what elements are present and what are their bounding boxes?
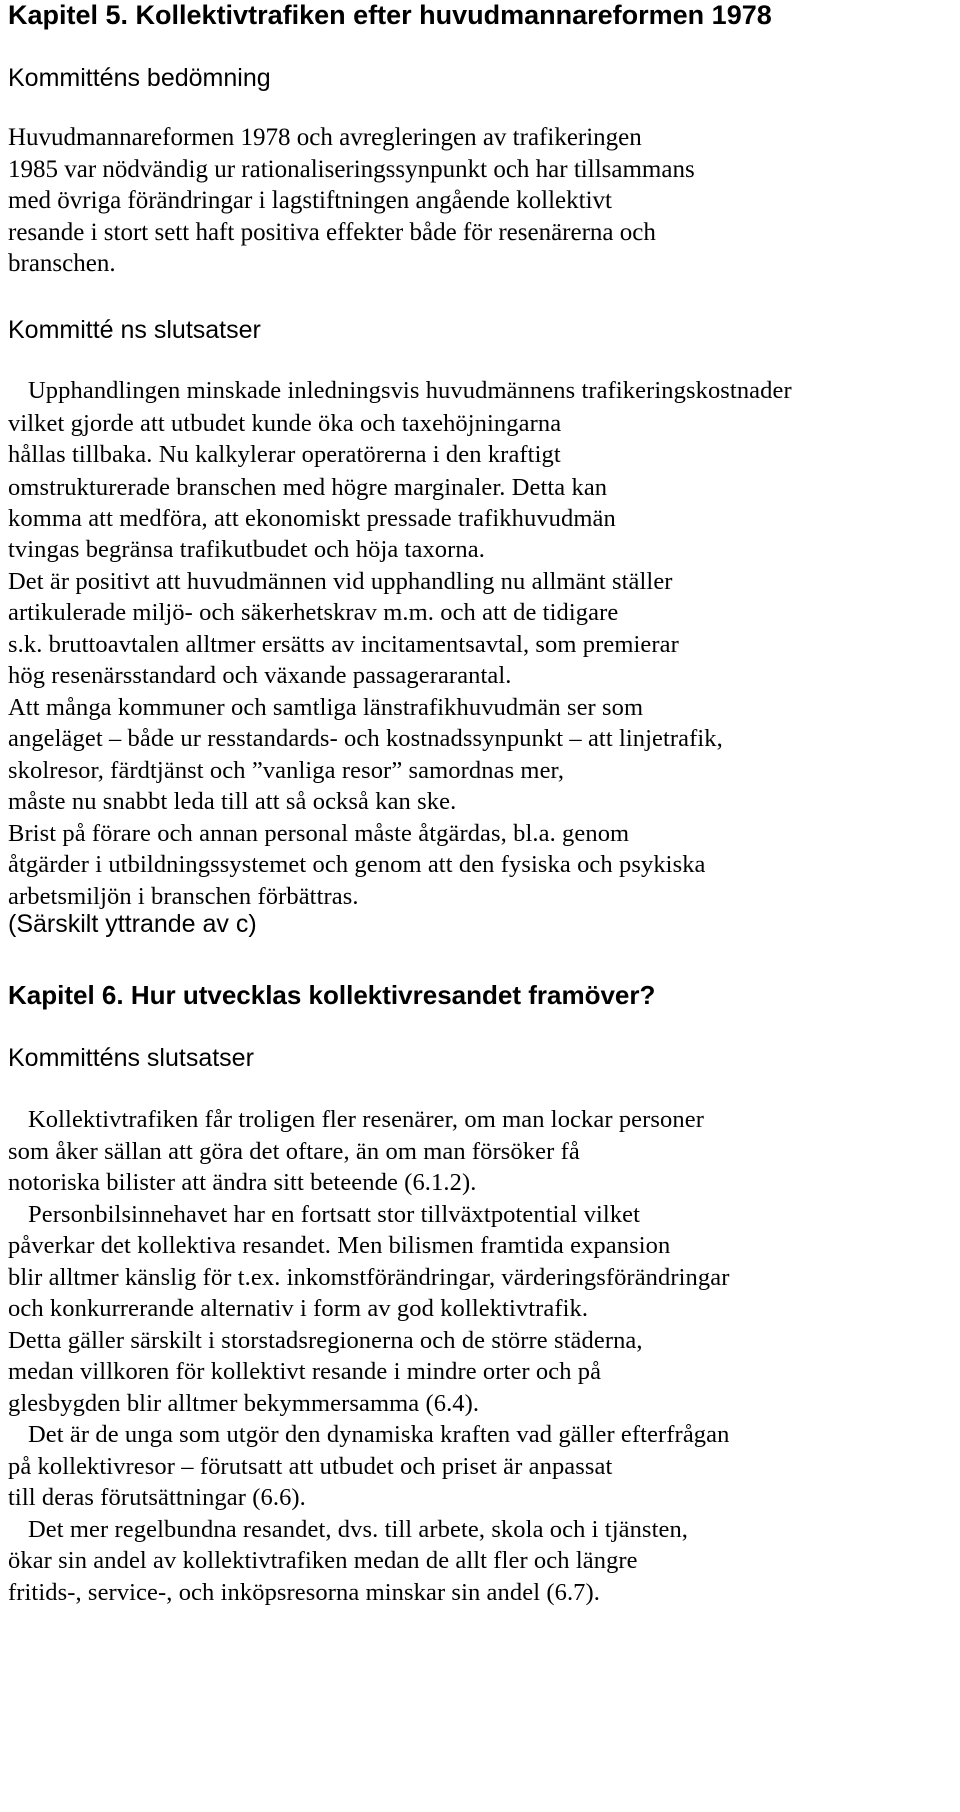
chapter-6-line: glesbygden blir alltmer bekymmersamma (6.4).: [8, 1390, 480, 1417]
conclusions-line: hög resenärsstandard och växande passagerarantal.: [8, 662, 512, 689]
conclusions-line: artikulerade miljö- och säkerhetskrav m.m. och att de tidigare: [8, 599, 619, 626]
conclusions-line: tvingas begränsa trafikutbudet och höja taxorna.: [8, 536, 485, 563]
chapter-6-line: som åker sällan att göra det oftare, än om man försöker få: [8, 1138, 580, 1165]
chapter-6-line: Det är de unga som utgör den dynamiska kraften vad gäller efterfrågan: [28, 1421, 730, 1448]
chapter-6-line: ökar sin andel av kollektivtrafiken medan de allt fler och längre: [8, 1547, 638, 1574]
conclusions-heading: Kommitté ns slutsatser: [8, 316, 261, 344]
chapter-6-line: Kollektivtrafiken får troligen fler resenärer, om man lockar personer: [28, 1106, 704, 1133]
chapter-6-line: till deras förutsättningar (6.6).: [8, 1484, 306, 1511]
assessment-line: resande i stort sett haft positiva effekter både för resenärerna och: [8, 219, 656, 246]
assessment-line: med övriga förändringar i lagstiftningen angående kollektivt: [8, 187, 612, 214]
chapter-6-conclusions-heading: Kommitténs slutsatser: [8, 1044, 254, 1072]
conclusions-line: Att många kommuner och samtliga länstrafikhuvudmän ser som: [8, 694, 644, 721]
chapter-6-title: Kapitel 6. Hur utvecklas kollektivresandet framöver?: [8, 980, 656, 1010]
chapter-6-line: på kollektivresor – förutsatt att utbudet och priset är anpassat: [8, 1453, 613, 1480]
special-statement-note: (Särskilt yttrande av c): [8, 910, 257, 938]
conclusions-line: vilket gjorde att utbudet kunde öka och taxehöjningarna: [8, 410, 562, 437]
chapter-6-line: Detta gäller särskilt i storstadsregionerna och de större städerna,: [8, 1327, 643, 1354]
conclusions-line: hållas tillbaka. Nu kalkylerar operatörerna i den kraftigt: [8, 441, 561, 468]
chapter-5-title: Kapitel 5. Kollektivtrafiken efter huvudmannareformen 1978: [8, 0, 772, 30]
conclusions-line: måste nu snabbt leda till att så också kan ske.: [8, 788, 457, 815]
conclusions-line: Upphandlingen minskade inledningsvis huvudmännens trafikeringskostnader: [28, 377, 792, 404]
conclusions-line: Det är positivt att huvudmännen vid upphandling nu allmänt ställer: [8, 568, 673, 595]
chapter-6-line: fritids-, service-, och inköpsresorna minskar sin andel (6.7).: [8, 1579, 600, 1606]
conclusions-line: åtgärder i utbildningssystemet och genom att den fysiska och psykiska: [8, 851, 706, 878]
conclusions-line: omstrukturerade branschen med högre marginaler. Detta kan: [8, 474, 608, 501]
conclusions-line: arbetsmiljön i branschen förbättras.: [8, 883, 359, 910]
chapter-6-line: notoriska bilister att ändra sitt beteende (6.1.2).: [8, 1169, 477, 1196]
conclusions-line: skolresor, färdtjänst och ”vanliga resor” samordnas mer,: [8, 757, 565, 784]
assessment-line: 1985 var nödvändig ur rationaliseringssynpunkt och har tillsammans: [8, 156, 695, 183]
chapter-6-line: och konkurrerande alternativ i form av god kollektivtrafik.: [8, 1295, 589, 1322]
conclusions-line: angeläget – både ur resstandards- och kostnadssynpunkt – att linjetrafik,: [8, 725, 723, 752]
conclusions-line: komma att medföra, att ekonomiskt pressade trafikhuvudmän: [8, 505, 616, 532]
assessment-line: Huvudmannareformen 1978 och avregleringen av trafikeringen: [8, 124, 642, 151]
conclusions-line: s.k. bruttoavtalen alltmer ersätts av incitamentsavtal, som premierar: [8, 631, 679, 658]
chapter-6-line: påverkar det kollektiva resandet. Men bilismen framtida expansion: [8, 1232, 671, 1259]
assessment-heading: Kommitténs bedömning: [8, 64, 271, 92]
chapter-6-line: blir alltmer känslig för t.ex. inkomstförändringar, värderingsförändringar: [8, 1264, 730, 1291]
conclusions-line: Brist på förare och annan personal måste åtgärdas, bl.a. genom: [8, 820, 630, 847]
assessment-line: branschen.: [8, 250, 116, 277]
chapter-6-line: Personbilsinnehavet har en fortsatt stor tillväxtpotential vilket: [28, 1201, 641, 1228]
chapter-6-line: medan villkoren för kollektivt resande i mindre orter och på: [8, 1358, 602, 1385]
chapter-6-line: Det mer regelbundna resandet, dvs. till arbete, skola och i tjänsten,: [28, 1516, 689, 1543]
